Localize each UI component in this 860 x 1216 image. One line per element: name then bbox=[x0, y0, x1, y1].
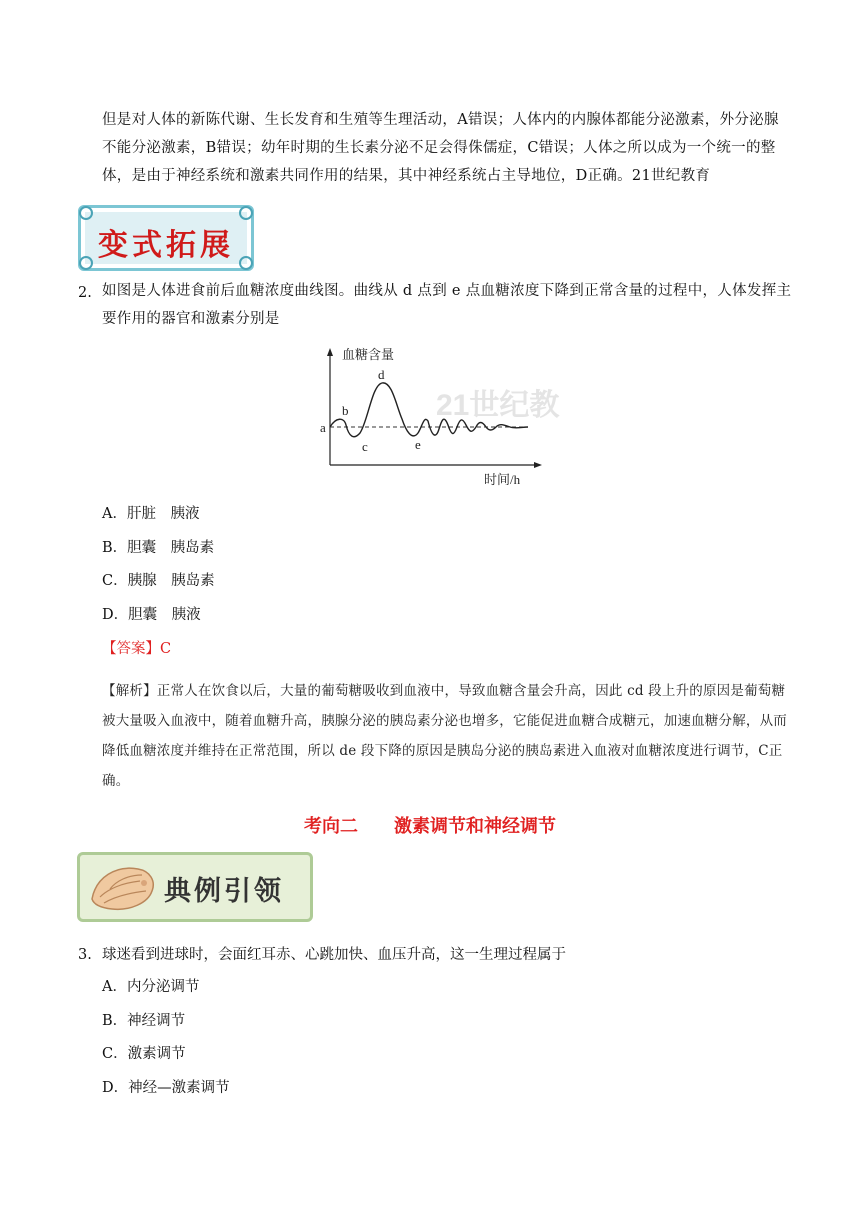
answer-value: C bbox=[160, 641, 172, 657]
option-a: A．肝脏 胰液 bbox=[102, 506, 200, 522]
section-heading: 考向二 激素调节和神经调节 bbox=[304, 816, 556, 837]
option-c: C．激素调节 bbox=[102, 1046, 186, 1062]
option-a: A．内分泌调节 bbox=[102, 979, 200, 995]
point-label-e: e bbox=[415, 437, 421, 452]
option-b: B．神经调节 bbox=[102, 1013, 186, 1029]
point-label-c: c bbox=[362, 439, 368, 454]
option-b: B．胆囊 胰岛素 bbox=[102, 540, 215, 556]
option-d: D．胆囊 胰液 bbox=[102, 607, 201, 623]
option-c: C．胰腺 胰岛素 bbox=[102, 573, 215, 589]
point-label-d: d bbox=[378, 367, 385, 382]
point-label-b: b bbox=[342, 403, 349, 418]
question-number: 2. bbox=[78, 285, 92, 301]
banner-title: 典例引领 bbox=[164, 876, 284, 907]
y-axis-arrow bbox=[327, 348, 333, 356]
conch-shell-icon bbox=[86, 859, 160, 915]
x-axis-arrow bbox=[534, 462, 542, 468]
banner-corner-ornament bbox=[79, 206, 93, 220]
y-axis-label: 血糖含量 bbox=[342, 347, 395, 362]
analysis-text: 【解析】正常人在饮食以后，大量的葡萄糖吸收到血液中，导致血糖含量会升高，因此 cd 段上升的原因是葡萄糖被大量吸入血液中，随着血糖升高，胰腺分泌的胰岛素分泌也增多，它能促进血糖合成糖元，加速血糖分解，从而降低血糖浓度并维持在正常范围，所以 de 段下降的原因是胰岛分泌的胰岛素进入血液对血糖浓度进行调节，C正确。 bbox=[102, 683, 787, 789]
variant-extension-banner bbox=[78, 205, 254, 271]
x-axis-label: 时间/h bbox=[484, 472, 521, 487]
option-d: D．神经—激素调节 bbox=[102, 1080, 230, 1096]
question-number: 3. bbox=[78, 947, 92, 963]
answer-label: 【答案】 bbox=[102, 641, 160, 657]
question-text: 球迷看到进球时，会面红耳赤、心跳加快、血压升高，这一生理过程属于 bbox=[102, 947, 566, 963]
banner-corner-ornament bbox=[239, 206, 253, 220]
intro-paragraph: 但是对人体的新陈代谢、生长发育和生殖等生理活动，A错误；人体内的内腺体都能分泌激素，外分泌腺不能分泌激素，B错误；幼年时期的生长素分泌不足会得侏儒症，C错误；人体之所以成为一个统一的整体，是由于神经系统和激素共同作用的结果，其中神经系统占主导地位，D正确。21世纪教育 bbox=[102, 112, 779, 184]
typical-example-banner bbox=[77, 852, 313, 922]
banner-title: 变式拓展 bbox=[98, 228, 234, 263]
figure-watermark: 21世纪教 bbox=[436, 389, 560, 422]
question-text: 如图是人体进食前后血糖浓度曲线图。曲线从 d 点到 e 点血糖浓度下降到正常含量的过程中，人体发挥主要作用的器官和激素分别是 bbox=[102, 283, 792, 327]
blood-sugar-figure bbox=[316, 345, 560, 487]
answer-line bbox=[102, 637, 171, 658]
point-label-a: a bbox=[320, 420, 326, 435]
